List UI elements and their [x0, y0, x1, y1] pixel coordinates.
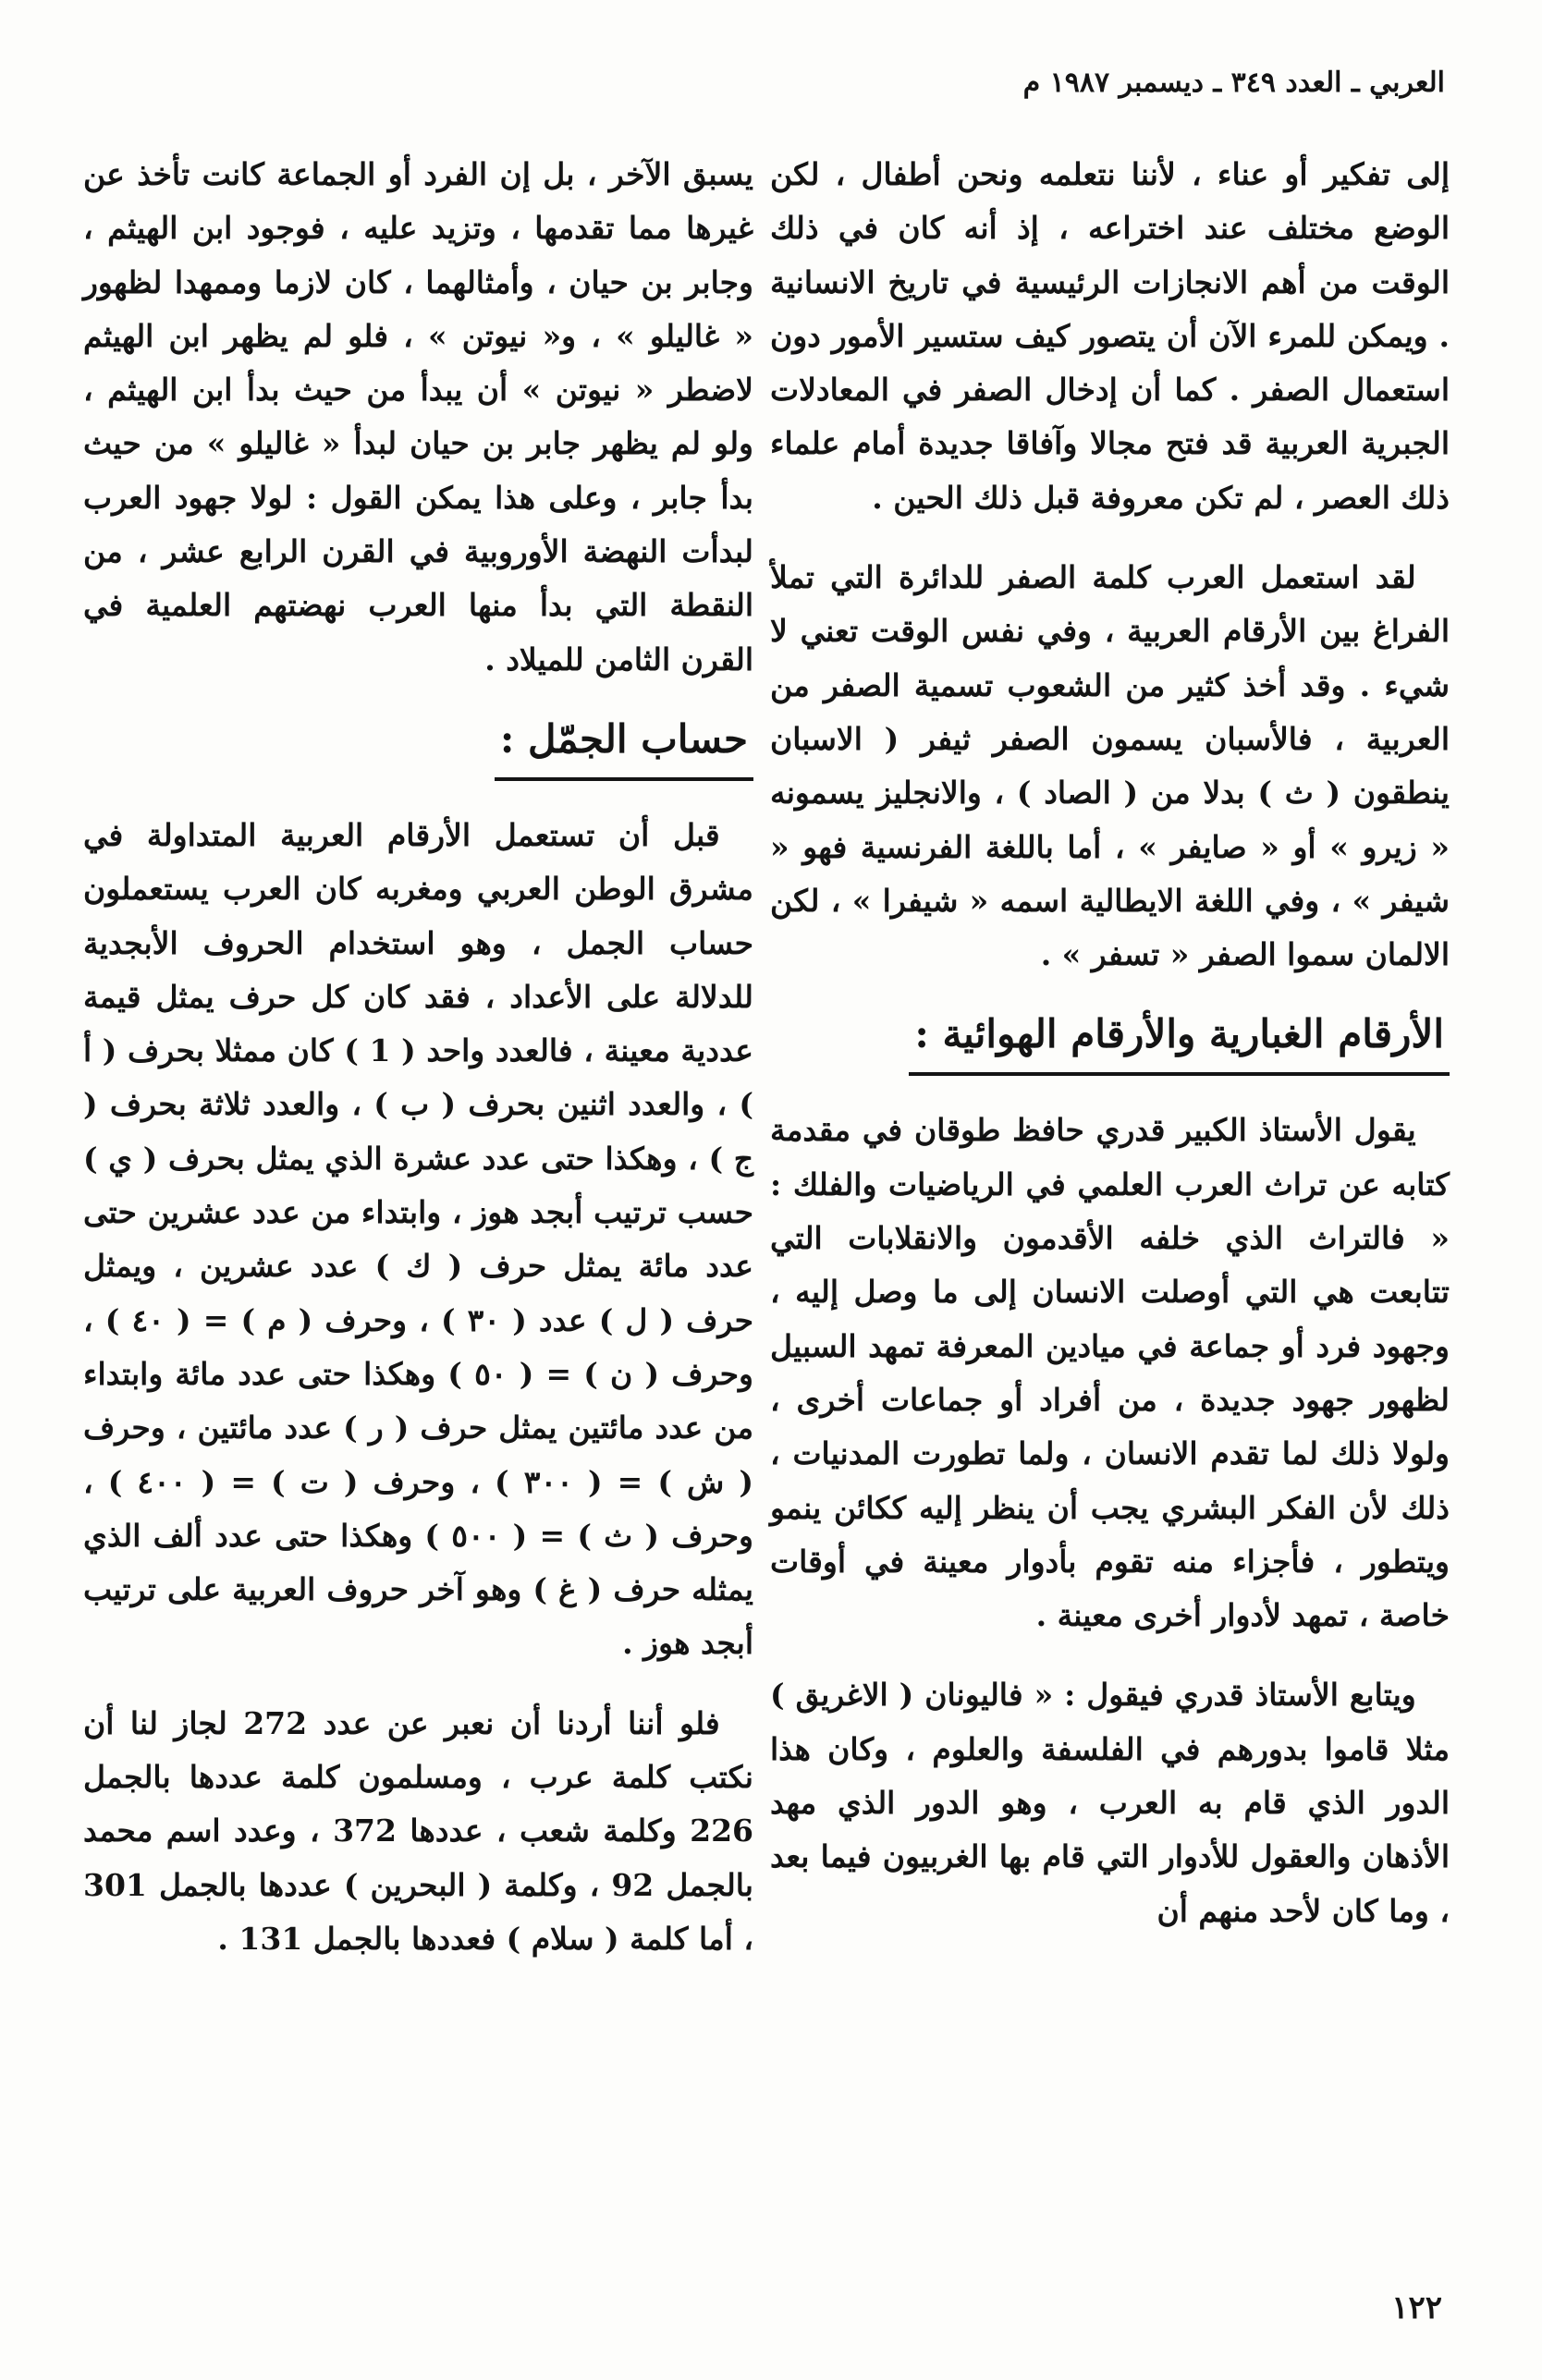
right-paragraph-4: ويتابع الأستاذ قدري فيقول : « فاليونان ( الاغريق ) مثلا قاموا بدورهم في الفلسفة والعلوم ، وكان هذا الدور الذي قام به العرب ، وهو الدور الذي مهد الأذهان والعقول للأدوار التي قام بها الغربيون فيما بعد ، وما كان لأحد منهم أن — [770, 1677, 1450, 1929]
left-column — [83, 148, 753, 1966]
running-header: العربي ـ العدد ٣٤٩ ـ ديسمبر ١٩٨٧ م — [1022, 67, 1445, 99]
left-paragraph-1: يسبق الآخر ، بل إن الفرد أو الجماعة كانت تأخذ عن غيرها مما تقدمها ، وتزيد عليه ، فوجود ابن الهيثم ، وجابر بن حيان ، وأمثالهما ، كان لازما وممهدا لظهور « غاليلو » ، و« نيوتن » ، فلو لم يظهر ابن الهيثم لاضطر « نيوتن » أن يبدأ من حيث بدأ ابن الهيثم ، ولو لم يظهر جابر بن حيان لبدأ « غاليلو » من حيث بدأ جابر ، وعلى هذا يمكن القول : لولا جهود العرب لبدأت النهضة الأوروبية في القرن الرابع عشر ، من النقطة التي بدأ منها العرب نهضتهم العلمية في القرن الثامن للميلاد . — [83, 156, 753, 677]
right-paragraph-3: يقول الأستاذ الكبير قدري حافظ طوقان في مقدمة كتابه عن تراث العرب العلمي في الرياضيات والفلك : « فالتراث الذي خلفه الأقدمون والانقلابات التي تتابعت هي التي أوصلت الانسان إلى ما وصل إليه ، وجهود فرد أو جماعة في ميادين المعرفة تمهد السبيل لظهور جهود جديدة ، من أفراد أو جماعات أخرى ، ولولا ذلك لما تقدم الانسان ، ولما تطورت المدنيات ، ذلك لأن الفكر البشري يجب أن ينظر إليه ككائن ينمو ويتطور ، فأجزاء منه تقوم بأدوار معينة في أوقات خاصة ، تمهد لأدوار أخرى معينة . — [770, 1112, 1450, 1634]
section-heading-abjad — [83, 711, 753, 781]
right-paragraph-2: لقد استعمل العرب كلمة الصفر للدائرة التي تملأ الفراغ بين الأرقام العربية ، وفي نفس الوقت تعني لا شيء . وقد أخذ كثير من الشعوب تسمية الصفر من العربية ، فالأسبان يسمون الصفر ثيفر ( الاسبان ينطقون ( ث ) بدلا من ( الصاد ) ، والانجليز يسمونه « زيرو » أو « صايفر » ، أما باللغة الفرنسية فهو « شيفر » ، وفي اللغة الايطالية اسمه « شيفرا » ، لكن الالمان سموا الصفر « تسفر » . — [770, 559, 1450, 973]
section-heading-dust-numerals — [770, 1006, 1450, 1076]
right-paragraph-1: إلى تفكير أو عناء ، لأننا نتعلمه ونحن أطفال ، لكن الوضع مختلف عند اختراعه ، إذ أنه كان في ذلك الوقت من أهم الانجازات الرئيسية في تاريخ الانسانية . ويمكن للمرء الآن أن يتصور كيف ستسير الأمور دون استعمال الصفر . كما أن إدخال الصفر في المعادلات الجبرية العربية قد فتح مجالا وآفاقا جديدة أمام علماء ذلك العصر ، لم تكن معروفة قبل ذلك الحين . — [770, 156, 1450, 516]
section-heading-dust-numerals-text: الأرقام الغبارية والأرقام الهوائية : — [909, 1006, 1450, 1076]
page-number: ١٢٢ — [1391, 2289, 1442, 2326]
left-paragraph-2: قبل أن تستعمل الأرقام العربية المتداولة في مشرق الوطن العربي ومغربه كان العرب يستعملون حساب الجمل ، وهو استخدام الحروف الأبجدية للدلالة على الأعداد ، فقد كان كل حرف يمثل قيمة عددية معينة ، فالعدد واحد ( 1 ) كان ممثلا بحرف ( أ ) ، والعدد اثنين بحرف ( ب ) ، والعدد ثلاثة بحرف ( ج ) ، وهكذا حتى عدد عشرة الذي يمثل بحرف ( ي ) حسب ترتيب أبجد هوز ، وابتداء من عدد عشرين حتى عدد مائة يمثل حرف ( ك ) عدد عشرين ، ويمثل حرف ( ل ) عدد ( ٣٠ ) ، وحرف ( م ) = ( ٤٠ ) ، وحرف ( ن ) = ( ٥٠ ) وهكذا حتى عدد مائة وابتداء من عدد مائتين يمثل حرف ( ر ) عدد مائتين ، وحرف ( ش ) = ( ٣٠٠ ) ، وحرف ( ت ) = ( ٤٠٠ ) ، وحرف ( ث ) = ( ٥٠٠ ) وهكذا حتى عدد ألف الذي يمثله حرف ( غ ) وهو آخر حروف العربية على ترتيب أبجد هوز . — [83, 816, 753, 1662]
left-paragraph-3: فلو أننا أردنا أن نعبر عن عدد 272 لجاز لنا أن نكتب كلمة عرب ، ومسلمون كلمة عددها بالجمل 226 وكلمة شعب ، عددها 372 ، وعدد اسم محمد بالجمل 92 ، وكلمة ( البحرين ) عددها بالجمل 301 ، أما كلمة ( سلام ) فعددها بالجمل 131 . — [83, 1704, 753, 1957]
right-column — [770, 148, 1450, 1938]
section-heading-abjad-text: حساب الجمّل : — [495, 711, 753, 781]
